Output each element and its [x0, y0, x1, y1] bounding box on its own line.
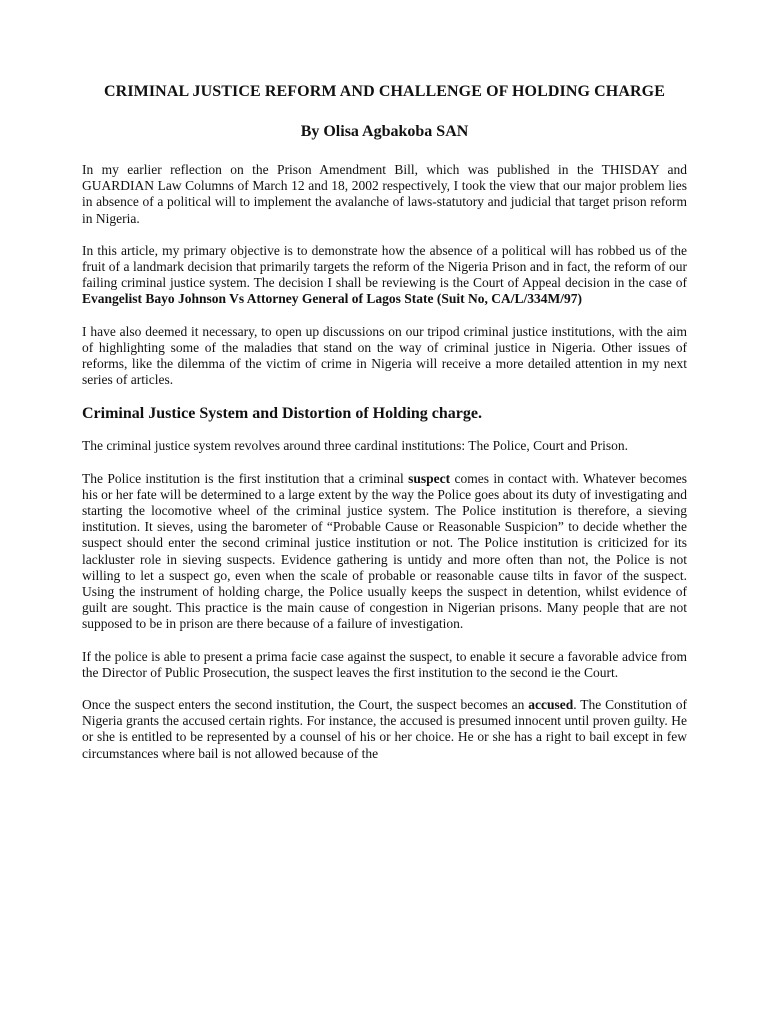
author-line: By Olisa Agbakoba SAN [300, 123, 469, 140]
paragraph-discussion: I have also deemed it necessary, to open up discussions on our tripod criminal justice institutions, with the aim of highlighting some of the maladies that stand on the way of criminal justice in Nigeria. Other issues of reforms, like the dilemma of the victim of crime in Nigeria will receive a more detailed attention in my next series of articles. [82, 323, 687, 388]
paragraph-court-before: Once the suspect enters the second institution, the Court, the suspect becomes an [82, 697, 529, 713]
paragraph-objective [82, 243, 687, 308]
paragraph-court [82, 697, 687, 762]
paragraph-court-after: . The Constitution of Nigeria grants the accused certain rights. For instance, the accused is presumed innocent until proven guilty. He or she is entitled to be represented by a counsel of his or her choice. He or she has a right to bail except in few circumstances where bail is not allowed because of the [82, 697, 687, 761]
paragraph-police-after: comes in contact with. Whatever becomes his or her fate will be determined to a large extent by the way the Police goes about its duty of investigating and starting the locomotive wheel of the criminal justice system. The Police institution is therefore, a sieving institution. It sieves, using the barometer of “Probable Cause or Reasonable Suspicion” to decide whether the suspect should enter the second criminal justice institution or not. The Police institution is criticized for its lackluster role in sieving suspects. Evidence gathering is untidy and more often than not, the Police is not willing to let a suspect go, even when the scale of probable or reasonable cause tilts in favor of the suspect. Using the instrument of holding charge, the Police usually keeps the suspect in detention, whilst evidence of guilt are sought. This practice is the main cause of congestion in Nigerian prisons. Many people that are not supposed to be in prison are there because of a failure of investigation. [82, 470, 687, 632]
document-page [82, 82, 687, 762]
term-suspect: suspect [408, 470, 451, 486]
paragraph-intro: In my earlier reflection on the Prison Amendment Bill, which was published in the THISDAY and GUARDIAN Law Columns of March 12 and 18, 2002 respectively, I took the view that our major problem lies in absence of a political will to implement the avalanche of laws-statutory and judicial that target prison reform in Nigeria. [82, 162, 687, 226]
term-accused: accused [528, 697, 574, 713]
paragraph-police [82, 471, 687, 633]
paragraph-prima-facie: If the police is able to present a prima facie case against the suspect, to enable it secure a favorable advice from the Director of Public Prosecution, the suspect leaves the first institution to the second ie the Court. [82, 648, 687, 680]
paragraph-institutions: The criminal justice system revolves around three cardinal institutions: The Police, Court and Prison. [82, 438, 629, 454]
paragraph-police-before: The Police institution is the first institution that a criminal [82, 470, 409, 486]
case-citation: Evangelist Bayo Johnson Vs Attorney General of Lagos State (Suit No, CA/L/334M/97) [82, 291, 583, 307]
section-heading: Criminal Justice System and Distortion of Holding charge. [82, 405, 482, 423]
paragraph-objective-text: In this article, my primary objective is to demonstrate how the absence of a political will has robbed us of the fruit of a landmark decision that primarily targets the reform of the Nigeria Prison and in fact, the reform of our failing criminal justice system. The decision I shall be reviewing is the Court of Appeal decision in the case of [82, 242, 687, 291]
document-title: CRIMINAL JUSTICE REFORM AND CHALLENGE OF HOLDING CHARGE [104, 83, 665, 100]
